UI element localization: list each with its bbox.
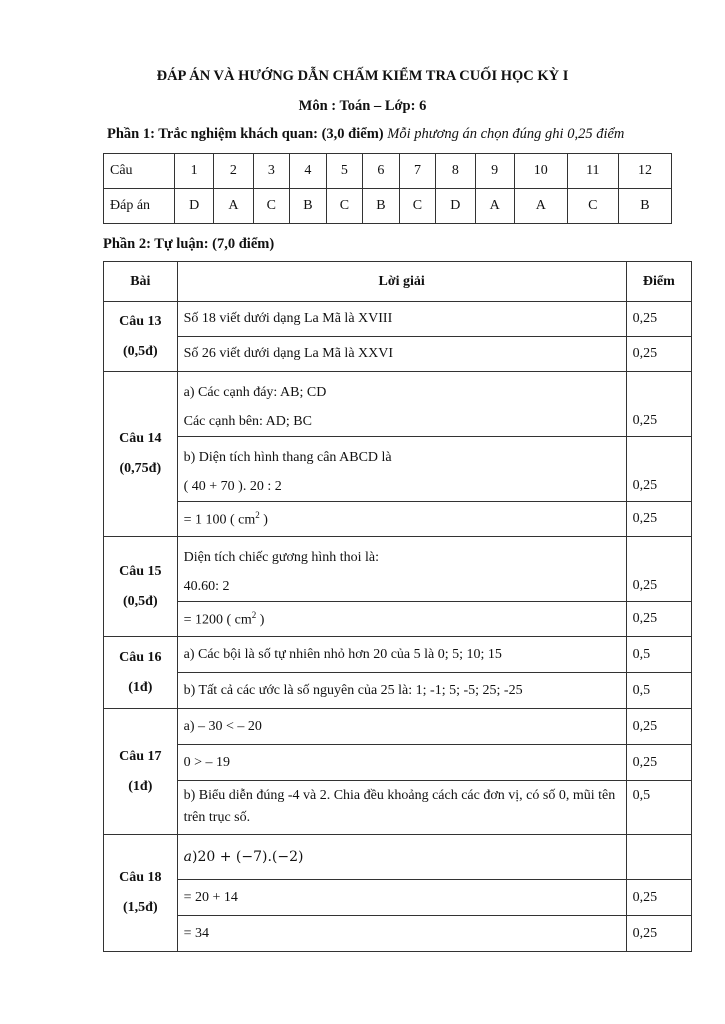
q13-points: (0,5đ) [123,343,158,359]
q14-c1: = 1 100 ( cm [183,512,256,528]
q15-a2: 40.60: 2 [183,579,230,594]
q17-pts-b: 0,25 [626,745,691,781]
q17-b: 0 > – 19 [177,745,626,781]
q18-pts-a [626,835,691,880]
col-bai: Bài [104,262,178,302]
q18-a-prefix: a [183,849,192,865]
table-row [104,502,692,537]
q15-points: (0,5đ) [123,593,158,609]
mcq-q: 5 [326,154,363,189]
q14-a2: Các cạnh bên: AD; BC [183,414,312,429]
mcq-a: A [475,189,514,224]
q16-a: a) Các bội là số tự nhiên nhỏ hơn 20 của 5 là 0; 5; 10; 15 [177,637,626,673]
q17-points: (1đ) [128,778,153,794]
mcq-q: 7 [399,154,436,189]
mcq-a: C [399,189,436,224]
q18-pts-c: 0,25 [626,916,691,952]
table-row [104,673,692,709]
q17-pts-c: 0,5 [626,781,691,835]
q14-label [104,372,178,537]
q13-pts1: 0,25 [626,302,691,337]
col-loigiai: Lời giải [177,262,626,302]
part1-note: Mỗi phương án chọn đúng ghi 0,25 điểm [387,126,625,142]
q15-a [177,537,626,602]
q13-name: Câu 13 [119,313,162,329]
q14-b2: ( 40 + 70 ). 20 : 2 [183,479,282,494]
q16-points: (1đ) [128,679,153,695]
col-diem: Điểm [626,262,691,302]
table-row [104,709,692,745]
q18-label [104,835,178,952]
mcq-q: 6 [363,154,400,189]
q17-label [104,709,178,835]
q14-b1: b) Diện tích hình thang cân ABCD là [183,450,392,465]
mcq-a: B [290,189,327,224]
table-row [104,916,692,952]
q13-line1: Số 18 viết dưới dạng La Mã là XVIII [177,302,626,337]
q14-points: (0,75đ) [119,461,162,476]
q15-b1-end: ) [256,612,265,628]
mcq-a: D [175,189,214,224]
mcq-answer-row [104,189,672,224]
q14-name: Câu 14 [119,431,162,446]
table-row [104,337,692,372]
q14-pts-a: 0,25 [626,372,691,437]
q15-name: Câu 15 [119,563,162,579]
mcq-a: D [436,189,475,224]
q15-b1: = 1200 ( cm [183,612,252,628]
q16-pts-b: 0,5 [626,673,691,709]
q18-c: = 34 [177,916,626,952]
table-row [104,537,692,602]
q17-a: a) – 30 < – 20 [177,709,626,745]
q15-pts-a: 0,25 [626,537,691,602]
mcq-q: 8 [436,154,475,189]
q18-pts-b: 0,25 [626,880,691,916]
q15-label [104,537,178,637]
mcq-a: A [214,189,253,224]
table-row [104,637,692,673]
q15-b1-sup: 2 [251,609,257,620]
q15-a1: Diện tích chiếc gương hình thoi là: [183,550,380,565]
mcq-q: 11 [567,154,618,189]
table-row [104,835,692,880]
q18-b: = 20 + 14 [177,880,626,916]
mcq-q: 1 [175,154,214,189]
q14-c1-end: ) [259,512,268,528]
mcq-a: B [363,189,400,224]
q13-label [104,302,178,372]
q16-b: b) Tất cả các ước là số nguyên của 25 là: 1; -1; 5; -5; 25; -25 [177,673,626,709]
q14-b [177,437,626,502]
mcq-answer-table [103,153,672,224]
q14-c1-sup: 2 [255,509,260,520]
table-row [104,437,692,502]
q15-b [177,602,626,637]
q13-line2: Số 26 viết dưới dạng La Mã là XXVI [177,337,626,372]
mcq-q: 10 [514,154,567,189]
q16-pts-a: 0,5 [626,637,691,673]
part1-heading [107,126,717,143]
q18-a [177,835,626,880]
mcq-question-label: Câu [104,154,175,189]
q17-pts-a: 0,25 [626,709,691,745]
q13-pts2: 0,25 [626,337,691,372]
q14-pts-b: 0,25 [626,437,691,502]
mcq-q: 4 [290,154,327,189]
q14-a [177,372,626,437]
table-row [104,302,692,337]
mcq-a: C [567,189,618,224]
page-title: ĐÁP ÁN VÀ HƯỚNG DẪN CHẤM KIỂM TRA CUỐI HỌC KỲ I [156,68,569,84]
table-row [104,372,692,437]
q16-name: Câu 16 [119,649,162,665]
mcq-q: 3 [253,154,290,189]
mcq-answer-label: Đáp án [104,189,175,224]
table-row [104,880,692,916]
q18-a-expr: )20 + (−7).(−2) [191,849,304,865]
essay-header-row [104,262,692,302]
q17-name: Câu 17 [119,748,162,764]
page-subtitle: Môn : Toán – Lớp: 6 [298,98,427,114]
q14-pts-c: 0,25 [626,502,691,537]
mcq-q: 9 [475,154,514,189]
mcq-q: 2 [214,154,253,189]
q16-label [104,637,178,709]
table-row [104,781,692,835]
q18-points: (1,5đ) [123,900,158,915]
mcq-q: 12 [618,154,671,189]
mcq-a: C [253,189,290,224]
q15-pts-b: 0,25 [626,602,691,637]
q17-c: b) Biểu diễn đúng -4 và 2. Chia đều khoảng cách các đơn vị, có số 0, mũi tên trên trục số. [177,781,626,835]
mcq-a: B [618,189,671,224]
mcq-a: C [326,189,363,224]
q14-a1: a) Các cạnh đáy: AB; CD [183,385,327,400]
mcq-a: A [514,189,567,224]
table-row [104,745,692,781]
q18-name: Câu 18 [119,870,162,885]
part1-title: Phần 1: Trắc nghiệm khách quan: (3,0 điểm) [107,126,384,142]
mcq-question-row [104,154,672,189]
table-row [104,602,692,637]
part2-heading: Phần 2: Tự luận: (7,0 điểm) [103,236,275,252]
q14-c [177,502,626,537]
essay-answer-table [103,261,692,952]
